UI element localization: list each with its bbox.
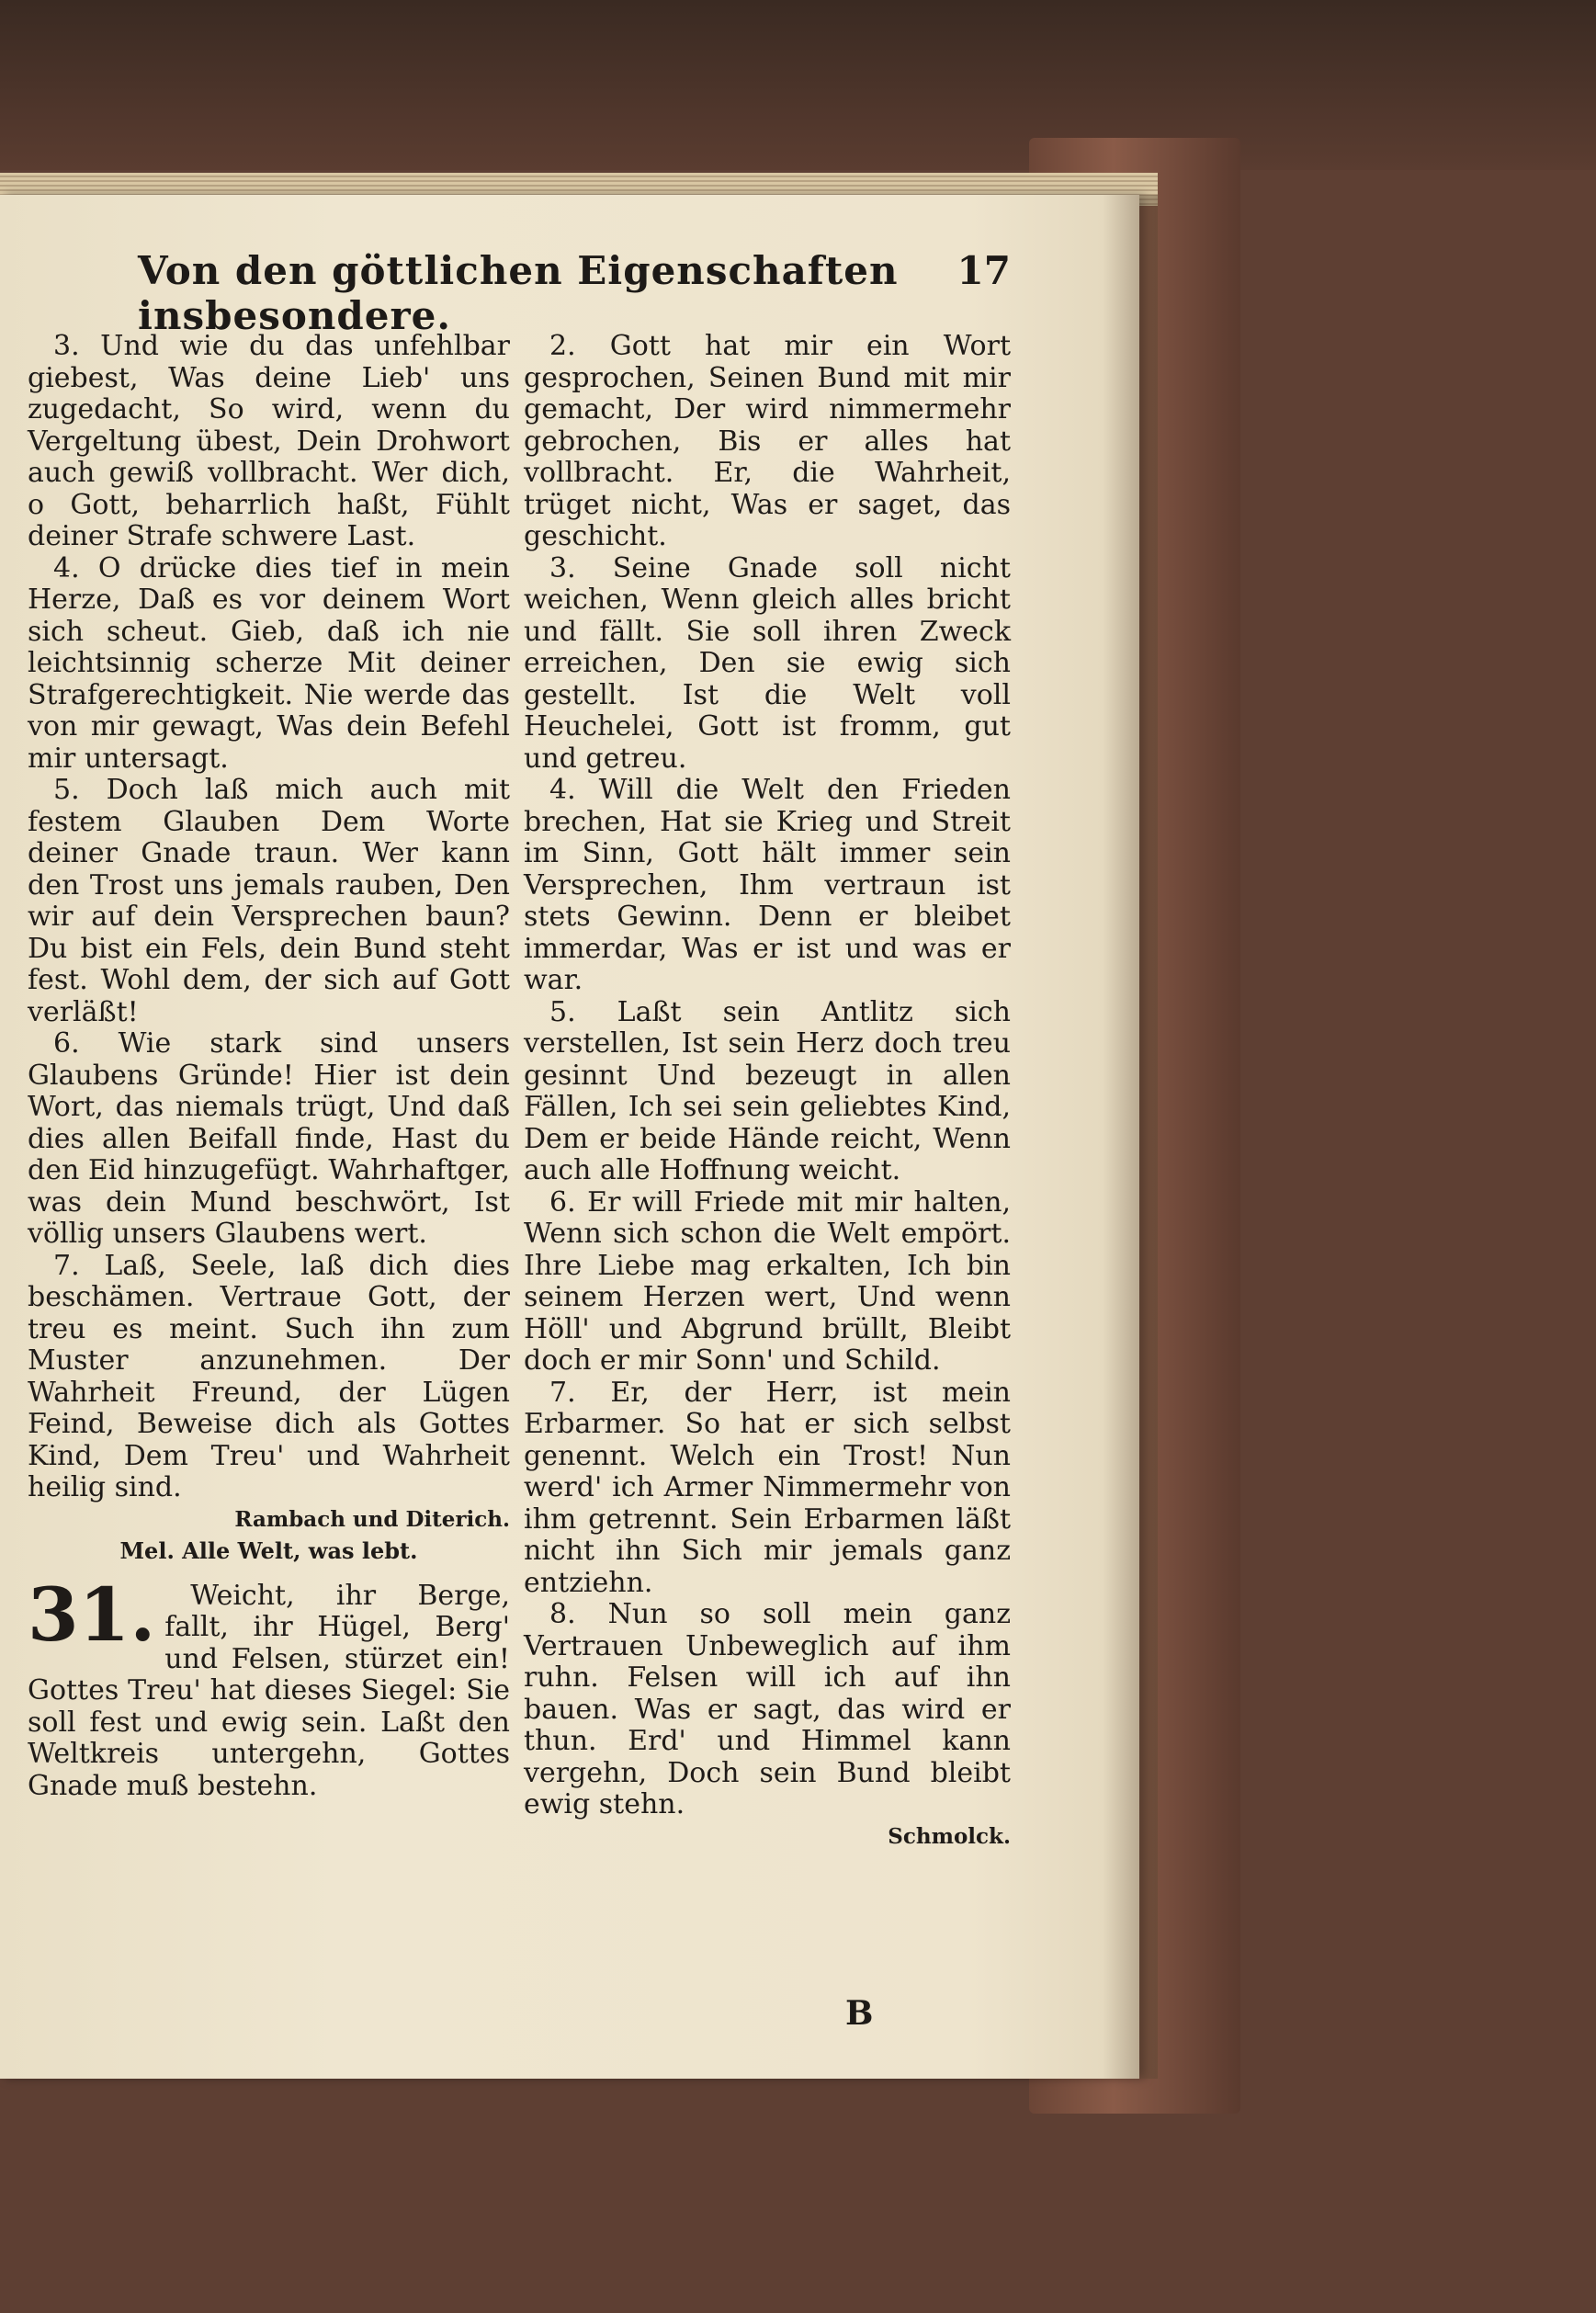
verse: 4. O drücke dies tief in mein Herze, Daß es vor deinem Wort sich scheut. Gieb, daß ich nie leichtsinnig scherze Mit deiner Strafgerechtigkeit. Nie werde das von mir gewagt, Was dein Befehl mir untersagt. (28, 551, 510, 775)
hymn-31 (28, 1570, 510, 1803)
verse: 6. Er will Friede mit mir halten, Wenn sich schon die Welt empört. Ihre Liebe mag erkalten, Ich bin seinem Herzen wert, Und wenn Höll' und Abgrund brüllt, Bleibt doch er mir Sonn' und Schild. (524, 1185, 1011, 1377)
verse: 3. Seine Gnade soll nicht weichen, Wenn gleich alles bricht und fällt. Sie soll ihren Zweck erreichen, Den sie ewig sich gestellt. Ist die Welt voll Heuchelei, Gott ist fromm, gut und getreu. (524, 551, 1011, 775)
page-shadow (1103, 195, 1158, 2079)
left-column (28, 331, 510, 1802)
page-number: 17 (956, 248, 1011, 293)
background-top (0, 0, 1596, 170)
verse: 6. Wie stark sind unsers Glaubens Gründe! Hier ist dein Wort, das niemals trügt, Und daß dies allen Beifall finde, Hast du den Eid hinzugefügt. Wahrhaftger, was dein Mund beschwört, Ist völlig unsers Glaubens wert. (28, 1027, 510, 1250)
running-header (138, 248, 1011, 338)
verse: 7. Er, der Herr, ist mein Erbarmer. So hat er sich selbst genennt. Welch ein Trost! Nun werd' ich Armer Nimmermehr von ihm getrennt. Sein Erbarmen läßt nicht ihn Sich mir jemals ganz entziehn. (524, 1376, 1011, 1599)
hymn-number: 31. (28, 1570, 156, 1658)
verse: 4. Will die Welt den Frieden brechen, Hat sie Krieg und Streit im Sinn, Gott hält immer sein Versprechen, Ihm vertraun ist stets Gewinn. Denn er bleibet immerdar, Was er ist und was er war. (524, 774, 1011, 996)
verse: 5. Laßt sein Antlitz sich verstellen, Ist sein Herz doch treu gesinnt Und bezeugt in allen Fällen, Ich sei sein geliebtes Kind, Dem er beide Hände reicht, Wenn auch alle Hoffnung weicht. (524, 995, 1011, 1186)
header-title: Von den göttlichen Eigenschaften insbesondere. (138, 248, 899, 338)
verse: 3. Und wie du das unfehlbar giebest, Was deine Lieb' uns zugedacht, So wird, wenn du Vergeltung übest, Dein Drohwort auch gewiß vollbracht. Wer dich, o Gott, beharrlich haßt, Fühlt deiner Strafe schwere Last. (28, 330, 510, 552)
melody-line: Mel. Alle Welt, was lebt. (119, 1537, 418, 1564)
author-attribution: Rambach und Diterich. (234, 1506, 510, 1532)
verse: 7. Laß, Seele, laß dich dies beschämen. Vertraue Gott, der treu es meint. Such ihn zum Muster anzunehmen. Der Wahrheit Freund, der Lügen Feind, Beweise dich als Gottes Kind, Dem Treu' und Wahrheit heilig sind. (28, 1249, 510, 1503)
verse: 5. Doch laß mich auch mit festem Glauben Dem Worte deiner Gnade traun. Wer kann den Trost uns jemals rauben, Den wir auf dein Versprechen baun? Du bist ein Fels, dein Bund steht fest. Wohl dem, der sich auf Gott verläßt! (28, 774, 510, 1028)
author-attribution: Schmolck. (888, 1823, 1011, 1849)
verse: 8. Nun so soll mein ganz Vertrauen Unbeweglich auf ihm ruhn. Felsen will ich auf ihn bauen. Was er sagt, das wird er thun. Erd' und Himmel kann vergehn, Doch sein Bund bleibt ewig stehn. (524, 1598, 1011, 1820)
right-column (524, 331, 1011, 1853)
signature-mark: B (845, 1994, 874, 2033)
hymn-first-verse: Weicht, ihr Berge, fallt, ihr Hügel, Berg' und Felsen, stürzet ein! Gottes Treu' hat dieses Siegel: Sie soll fest und ewig sein. Laßt den Weltkreis untergehn, Gottes Gnade muß bestehn. (28, 1579, 510, 1802)
verse: 2. Gott hat mir ein Wort gesprochen, Seinen Bund mit mir gemacht, Der wird nimmermehr gebrochen, Bis er alles hat vollbracht. Er, die Wahrheit, trüget nicht, Was er saget, das geschicht. (524, 330, 1011, 552)
